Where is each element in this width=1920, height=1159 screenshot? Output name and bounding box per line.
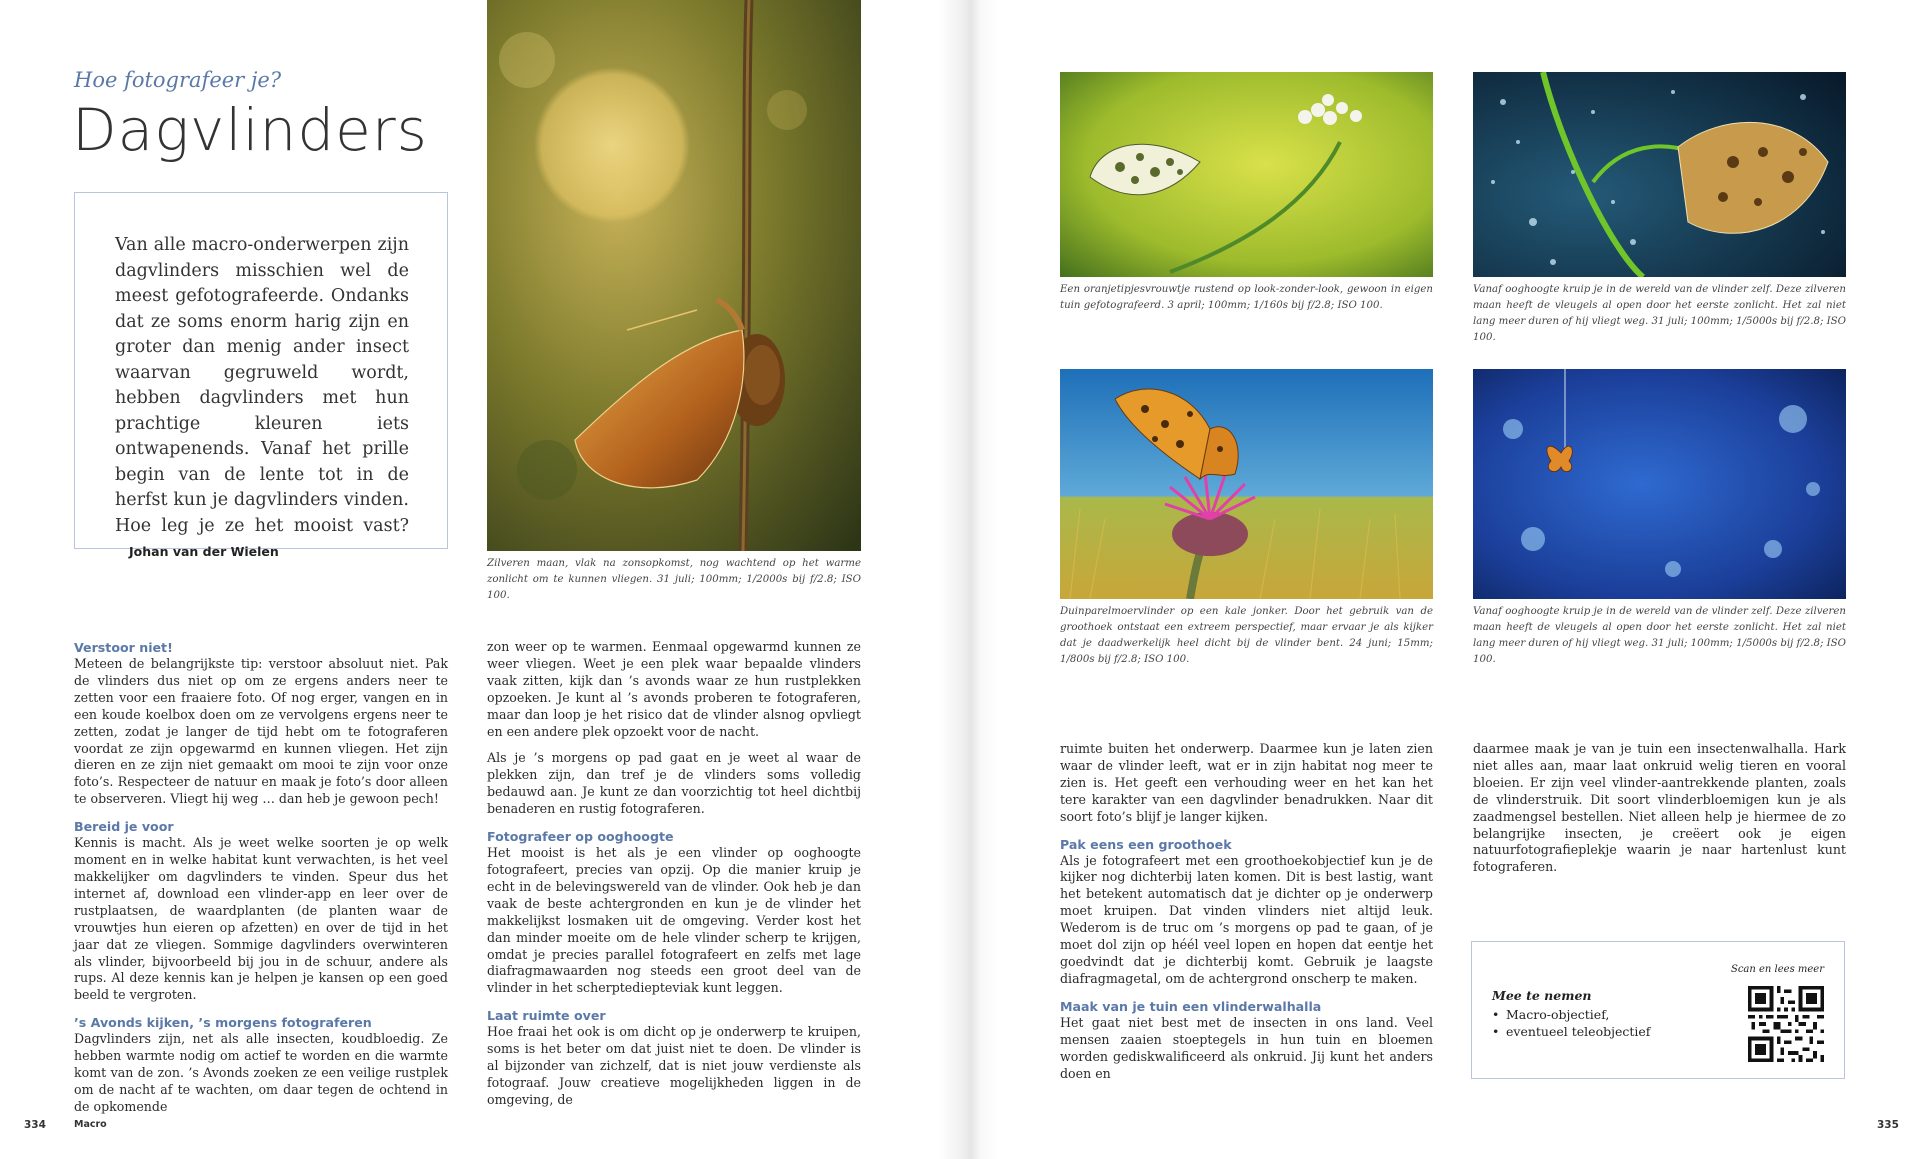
text-column-2 xyxy=(487,639,861,1109)
paragraph: ruimte buiten het onderwerp. Daarmee kun je laten zien waar de vlinder leeft, wat er in zijn habitat nog meer te zien is. Het geeft een verhouding weer en het kan het tere karakter van een dagvlinder benadrukken. Naar dit soort foto’s blijf je langer kijken. xyxy=(1060,741,1433,824)
main-photo xyxy=(487,0,861,551)
caption-silver-moon-dew: Vanaf ooghoogte kruip je in de wereld van de vlinder zelf. Deze zilveren maan heeft de vleugels al open door het eerste zonlicht. Het zal niet lang meer duren of hij vliegt weg. 31 juli; 100mm; 1/5000s bij f/2.8; ISO 100. xyxy=(1473,284,1846,343)
paragraph: Kennis is macht. Als je weet welke soorten je op welk moment en in welke habitat kunt verwachten, is het veel makkelijker om dagvlinders te vinden. Speur dus het internet af, download een vlinder-app en leer over de rustplaatsen, de waardplanten (de planten waar de vrouwtjes hun eieren op afzetten) en over de tijd in het jaar dat ze vliegen. Sommige dagvlinders overwinteren als vlinder, bijvoorbeeld bij jou in de schuur, andere als rups. Al deze kennis kan je helpen je kansen op een goed beeld te vergroten. xyxy=(74,835,448,1003)
photo-silver-moon-dew xyxy=(1473,72,1846,277)
text-column-4 xyxy=(1473,741,1846,876)
main-photo-image xyxy=(487,0,861,551)
paragraph: Dagvlinders zijn, net als alle insecten, koudbloedig. Ze hebben warmte nodig om actief te worden en die warmte komt van de zon. ’s Avonds zoeken ze een veilige rustplek om de nacht af te wachten, om daar tegen de ochtend in de opkomende xyxy=(74,1031,448,1114)
photo-dune-fritillary xyxy=(1060,369,1433,599)
intro-box xyxy=(74,192,448,559)
caption-orange-tip: Een oranjetipjesvrouwtje rustend op look-zonder-look, gewoon in eigen tuin gefotografeerd. 3 april; 100mm; 1/160s bij f/2.8; ISO 100. xyxy=(1060,284,1433,311)
photo-silver-moon-dew-image xyxy=(1473,72,1846,277)
bring-title: Mee te nemen xyxy=(1492,988,1592,1003)
list-item: • eventueel teleobjectief xyxy=(1492,1023,1650,1040)
paragraph: daarmee maak je van je tuin een insectenwalhalla. Hark niet alles aan, maar laat onkruid welig tieren en vooral bloeien. Er zijn veel vlinder-aantrekkende planten, zoals de vlinderstruik. Dit soort vlinderbloemigen kun je als zaadmengsel bestellen. Niet alleen help je hiermee de zo belangrijke insecten, je creëert ook je eigen natuurfotografieplekje waarin je naar hartenlust kunt fotograferen. xyxy=(1473,741,1846,875)
list-item: • Macro-objectief, xyxy=(1492,1006,1650,1023)
spine-shadow xyxy=(938,0,998,1159)
left-page xyxy=(0,0,958,1159)
heading-verstoor-niet: Verstoor niet! xyxy=(74,640,173,655)
author: Johan van der Wielen xyxy=(129,544,279,559)
heading-laat-ruimte-over: Laat ruimte over xyxy=(487,1008,606,1024)
paragraph: Het gaat niet best met de insecten in ons land. Veel mensen zaaien stoeptegels in hun tuin en bloemen worden gediskwalificeerd als onkruid. Jij kunt het anders doen en xyxy=(1060,1014,1433,1081)
page-number-left: 334 xyxy=(24,1119,46,1131)
paragraph: Het mooist is het als je een vlinder op ooghoogte fotografeert, precies van opzij. Op die manier kruip je echt in de belevingswereld van de vlinder. Ook heb je dan vaak de beste achtergronden en kun je de vlinder het makkelijkst losmaken uit de omgeving. Verder kost het dan minder moeite om de hele vlinder scherp te krijgen, omdat je precies parallel fotografeert en zelfs met lage diafragmawaarden nog steeds een groot deel van de vlinder in het scherptediepteviak kunt leggen. xyxy=(487,845,861,996)
scan-label: Scan en lees meer xyxy=(1730,964,1824,975)
bring-list xyxy=(1492,1006,1650,1040)
page-title: Dagvlinders xyxy=(72,96,428,164)
paragraph: Hoe fraai het ook is om dicht op je onderwerp te kruipen, soms is het beter om dat juist niet te doen. De vlinder is al bijzonder van zichzelf, dat is niet jouw verdienste als fotograaf. Jouw creatieve mogelijkheden liggen in de omgeving, de xyxy=(487,1024,861,1107)
heading-groothoek: Pak eens een groothoek xyxy=(1060,836,1232,852)
caption-silver-moon-blue: Vanaf ooghoogte kruip je in de wereld van de vlinder zelf. Deze zilveren maan heeft de vleugels al open door het eerste zonlicht. Het zal niet lang meer duren of hij vliegt weg. 31 juli; 100mm; 1/5000s bij f/2.8; ISO 100. xyxy=(1473,606,1846,665)
photo-orange-tip-image xyxy=(1060,72,1433,277)
intro-body: Van alle macro-onderwerpen zijn dagvlinders misschien wel de meest gefotografeerde. Ondanks dat ze soms enorm harig zijn en groter dan menig ander insect waarvan gegruweld wordt, hebben dagvlinders met hun prachtige kleuren iets ontwapenends. Vanaf het prille begin van de lente tot in de herfst kun je dagvlinders vinden. Hoe leg je ze het mooist vast? xyxy=(115,235,409,536)
caption-dune-fritillary: Duinparelmoervlinder op een kale jonker. Door het gebruik van de groothoek ontstaat een extreem perspectief, maar ervaar je als kijker dat je daadwerkelijk heel dicht bij de vlinder bent. 24 juni; 15mm; 1/800s bij f/2.8; ISO 100. xyxy=(1060,606,1433,665)
paragraph: Als je fotografeert met een groothoekobjectief kun je de kijker nog dichterbij laten komen. Dit is best lastig, want het betekent automatisch dat je dichter op je onderwerp moet kruipen. Dat vinden vlinders niet altijd leuk. Wederom is de truc om ’s morgens op pad te gaan, of je moet dol zijn op héél veel lopen en hopen dat eentje het goedvindt dat je dichterbij komt. Gebruik je laagste diafragmagetal, om de achtergrond onscherp te maken. xyxy=(1060,852,1433,986)
photo-orange-tip xyxy=(1060,72,1433,277)
paragraph: Als je ’s morgens op pad gaat en je weet al waar de plekken zijn, dan tref je de vlinders soms volledig bedauwd aan. Je kunt ze dan voorzichtig tot heel dichtbij benaderen en rustig fotograferen. xyxy=(487,750,861,817)
page-number-right: 335 xyxy=(1877,1119,1899,1131)
qr-code-icon[interactable] xyxy=(1748,986,1824,1062)
photo-silver-moon-blue xyxy=(1473,369,1846,599)
heading-avonds-kijken: ’s Avonds kijken, ’s morgens fotograferen xyxy=(74,1015,372,1031)
intro-text xyxy=(115,233,409,565)
paragraph: zon weer op te warmen. Eenmaal opgewarmd kunnen ze weer vliegen. Weet je een plek waar bepaalde vlinders vaak zitten, kijk dan ’s avonds waar ze hun rustplekken opzoeken. Je kunt al ’s avonds proberen te fotograferen, maar dan loop je het risico dat de vlinder alsnog opvliegt en een andere plek opzoekt voor de nacht. xyxy=(487,639,861,739)
photo-dune-fritillary-image xyxy=(1060,369,1433,599)
text-column-3 xyxy=(1060,741,1433,1082)
kicker: Hoe fotografeer je? xyxy=(74,68,282,92)
photo-silver-moon-blue-image xyxy=(1473,369,1846,599)
paragraph: Meteen de belangrijkste tip: verstoor absoluut niet. Pak de vlinders dus niet op om ze ergens anders neer te zetten voor een fraaiere foto. Of nog erger, vangen en in een koude koelbox doen om ze vervolgens ergens neer te zetten, zodat je langer de tijd hebt om te fotograferen voordat ze zijn opgewarmd en kunnen vliegen. Het zijn dieren en ze zijn niet gemaakt om mooi te zijn voor onze foto’s. Respecteer de natuur en maak je foto’s door alleen te observeren. Vliegt hij weg … dan heb je gewoon pech! xyxy=(74,656,448,807)
text-column-1 xyxy=(74,639,448,1116)
heading-ooghoogte: Fotografeer op ooghoogte xyxy=(487,829,674,845)
main-photo-caption: Zilveren maan, vlak na zonsopkomst, nog wachtend op het warme zonlicht om te kunnen vliegen. 31 juli; 100mm; 1/2000s bij f/2.8; ISO 100. xyxy=(487,558,861,601)
info-box-bring xyxy=(1471,941,1845,1079)
heading-vlinderwalhalla: Maak van je tuin een vlinderwalhalla xyxy=(1060,998,1322,1014)
section-label: Macro xyxy=(74,1119,107,1130)
heading-bereid-je-voor: Bereid je voor xyxy=(74,819,174,835)
